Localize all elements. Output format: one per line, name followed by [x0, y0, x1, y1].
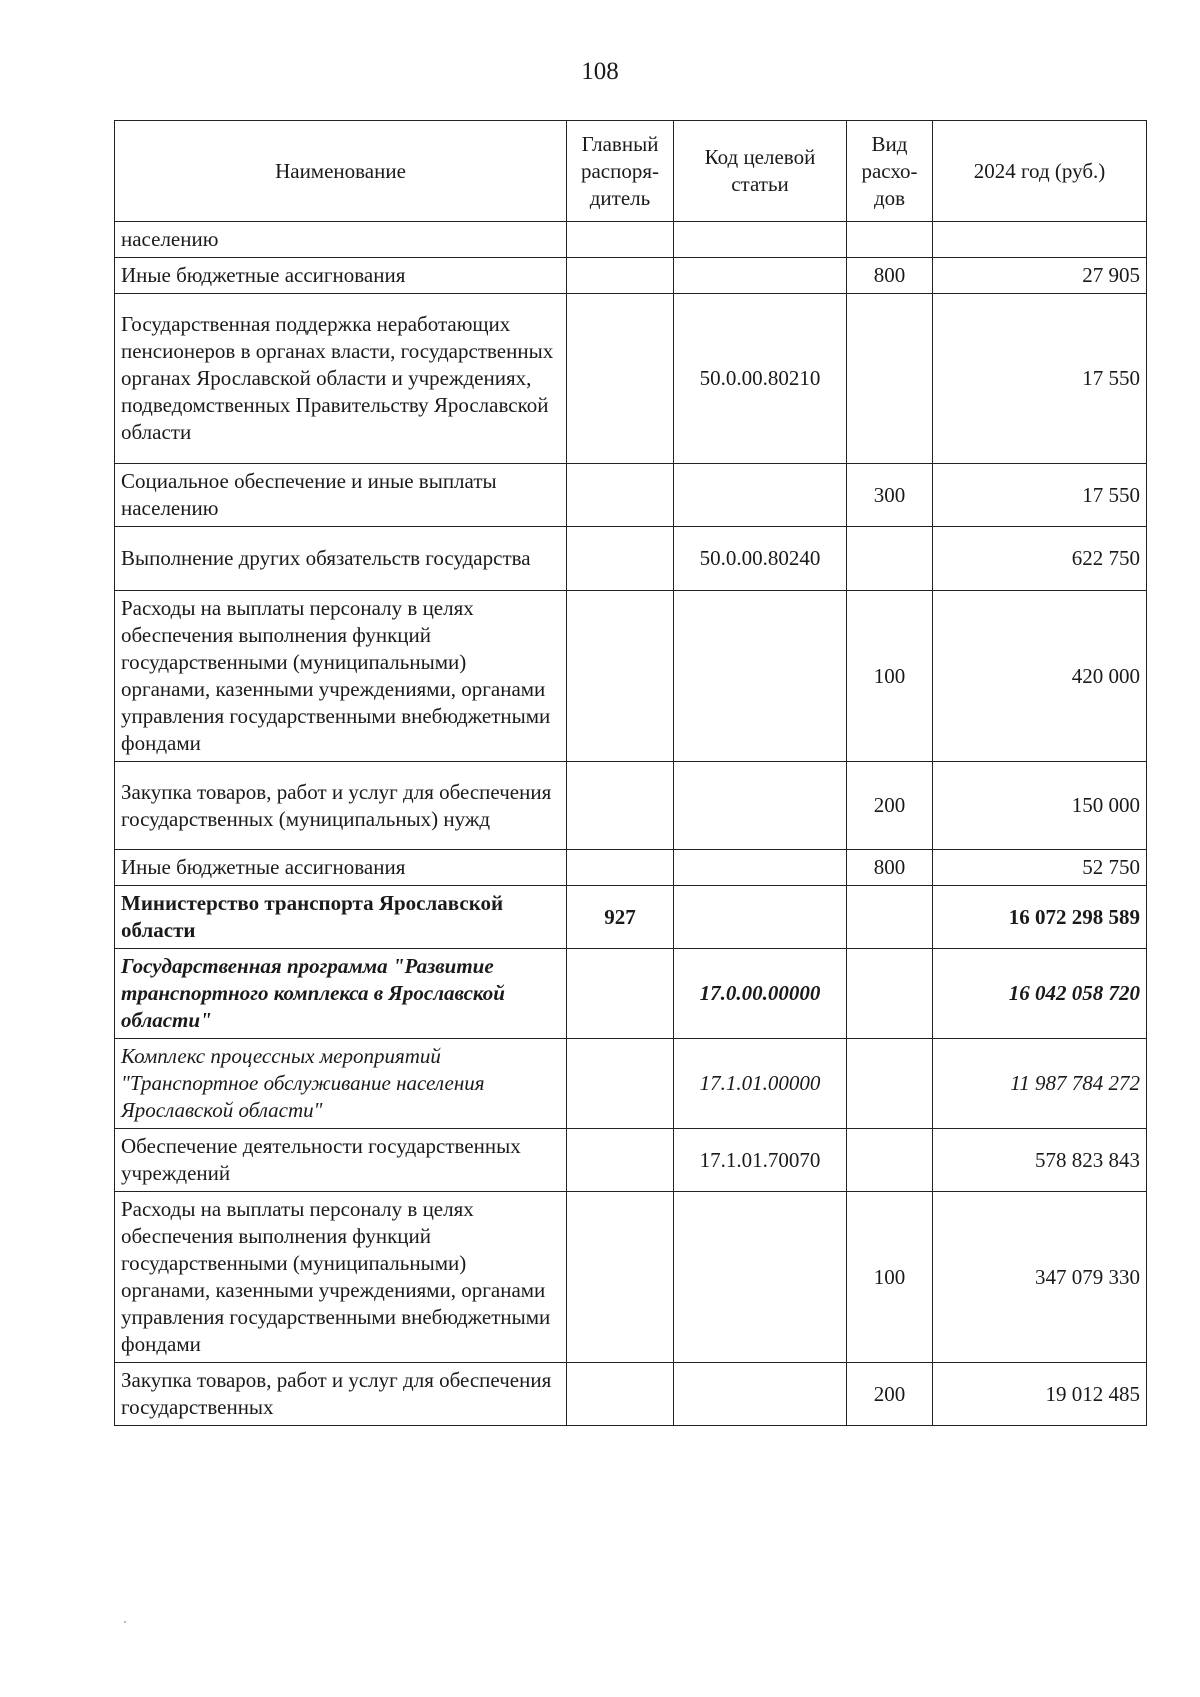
table-row — [115, 1129, 1147, 1192]
row-target-code-cell: 17.1.01.70070 — [674, 1129, 847, 1192]
row-chief-administrator-cell — [567, 527, 674, 591]
table-row — [115, 464, 1147, 527]
row-expense-kind-cell — [847, 949, 933, 1039]
row-name-cell: Иные бюджетные ассигнования — [115, 258, 567, 294]
row-expense-kind-cell — [847, 1039, 933, 1129]
row-target-code-cell — [674, 222, 847, 258]
budget-table — [114, 120, 1147, 1426]
table-row — [115, 294, 1147, 464]
row-name-cell: Выполнение других обязательств государства — [115, 527, 567, 591]
row-amount-cell — [933, 222, 1147, 258]
row-chief-administrator-cell — [567, 222, 674, 258]
table-row — [115, 850, 1147, 886]
table-row — [115, 222, 1147, 258]
table-row — [115, 1363, 1147, 1426]
row-target-code-cell — [674, 850, 847, 886]
row-expense-kind-cell — [847, 886, 933, 949]
row-chief-administrator-cell — [567, 1039, 674, 1129]
row-target-code-cell — [674, 591, 847, 762]
row-chief-administrator-cell — [567, 762, 674, 850]
row-target-code-cell: 17.1.01.00000 — [674, 1039, 847, 1129]
row-amount-cell: 11 987 784 272 — [933, 1039, 1147, 1129]
row-chief-administrator-cell — [567, 258, 674, 294]
row-target-code-cell — [674, 1192, 847, 1363]
row-chief-administrator-cell — [567, 464, 674, 527]
row-amount-cell: 347 079 330 — [933, 1192, 1147, 1363]
row-name-cell: Иные бюджетные ассигнования — [115, 850, 567, 886]
table-row — [115, 258, 1147, 294]
row-name-cell: Расходы на выплаты персоналу в целях обеспечения выполнения функций государственными (муниципальными) органами, казенными учреждениями, органами управления государственными внебюджетными фондами — [115, 591, 567, 762]
row-expense-kind-cell — [847, 294, 933, 464]
row-name-cell: Государственная поддержка неработающих пенсионеров в органах власти, государственных органах Ярославской области и учреждениях, подведомственных Правительству Ярославской области — [115, 294, 567, 464]
row-chief-administrator-cell — [567, 1363, 674, 1426]
row-target-code-cell: 17.0.00.00000 — [674, 949, 847, 1039]
scan-speck — [124, 1621, 126, 1623]
row-chief-administrator-cell: 927 — [567, 886, 674, 949]
row-target-code-cell — [674, 762, 847, 850]
row-target-code-cell: 50.0.00.80210 — [674, 294, 847, 464]
row-target-code-cell — [674, 886, 847, 949]
header-target-code: Код целевой статьи — [674, 121, 847, 222]
row-target-code-cell — [674, 258, 847, 294]
row-expense-kind-cell: 300 — [847, 464, 933, 527]
row-chief-administrator-cell — [567, 1129, 674, 1192]
row-chief-administrator-cell — [567, 294, 674, 464]
table-row — [115, 1039, 1147, 1129]
header-name: Наименование — [115, 121, 567, 222]
table-row — [115, 527, 1147, 591]
row-amount-cell: 17 550 — [933, 294, 1147, 464]
row-name-cell: Министерство транспорта Ярославской области — [115, 886, 567, 949]
row-chief-administrator-cell — [567, 1192, 674, 1363]
table-row — [115, 1192, 1147, 1363]
row-expense-kind-cell: 200 — [847, 1363, 933, 1426]
row-amount-cell: 578 823 843 — [933, 1129, 1147, 1192]
row-expense-kind-cell: 100 — [847, 591, 933, 762]
row-amount-cell: 622 750 — [933, 527, 1147, 591]
row-chief-administrator-cell — [567, 949, 674, 1039]
row-expense-kind-cell: 200 — [847, 762, 933, 850]
row-expense-kind-cell: 100 — [847, 1192, 933, 1363]
table-header-row — [115, 121, 1147, 222]
row-chief-administrator-cell — [567, 850, 674, 886]
row-name-cell: Социальное обеспечение и иные выплаты населению — [115, 464, 567, 527]
row-name-cell: населению — [115, 222, 567, 258]
table-row — [115, 949, 1147, 1039]
page-number: 108 — [581, 58, 619, 85]
header-chief-administrator: Главный распоря-дитель — [567, 121, 674, 222]
row-target-code-cell: 50.0.00.80240 — [674, 527, 847, 591]
row-amount-cell: 17 550 — [933, 464, 1147, 527]
row-amount-cell: 420 000 — [933, 591, 1147, 762]
row-name-cell: Расходы на выплаты персоналу в целях обеспечения выполнения функций государственными (муниципальными) органами, казенными учреждениями, органами управления государственными внебюджетными фондами — [115, 1192, 567, 1363]
row-name-cell: Закупка товаров, работ и услуг для обеспечения государственных (муниципальных) нужд — [115, 762, 567, 850]
row-target-code-cell — [674, 464, 847, 527]
header-expense-kind: Вид расхо-дов — [847, 121, 933, 222]
table-body — [115, 222, 1147, 1426]
row-target-code-cell — [674, 1363, 847, 1426]
header-amount-2024: 2024 год (руб.) — [933, 121, 1147, 222]
row-amount-cell: 16 042 058 720 — [933, 949, 1147, 1039]
row-name-cell: Комплекс процессных мероприятий "Транспортное обслуживание населения Ярославской области" — [115, 1039, 567, 1129]
row-amount-cell: 52 750 — [933, 850, 1147, 886]
row-expense-kind-cell: 800 — [847, 850, 933, 886]
table-row — [115, 591, 1147, 762]
row-name-cell: Обеспечение деятельности государственных учреждений — [115, 1129, 567, 1192]
row-amount-cell: 16 072 298 589 — [933, 886, 1147, 949]
row-chief-administrator-cell — [567, 591, 674, 762]
row-amount-cell: 150 000 — [933, 762, 1147, 850]
row-expense-kind-cell — [847, 1129, 933, 1192]
row-expense-kind-cell — [847, 222, 933, 258]
row-amount-cell: 27 905 — [933, 258, 1147, 294]
row-expense-kind-cell: 800 — [847, 258, 933, 294]
row-name-cell: Государственная программа "Развитие транспортного комплекса в Ярославской области" — [115, 949, 567, 1039]
table-row — [115, 886, 1147, 949]
row-name-cell: Закупка товаров, работ и услуг для обеспечения государственных — [115, 1363, 567, 1426]
row-amount-cell: 19 012 485 — [933, 1363, 1147, 1426]
table-row — [115, 762, 1147, 850]
row-expense-kind-cell — [847, 527, 933, 591]
